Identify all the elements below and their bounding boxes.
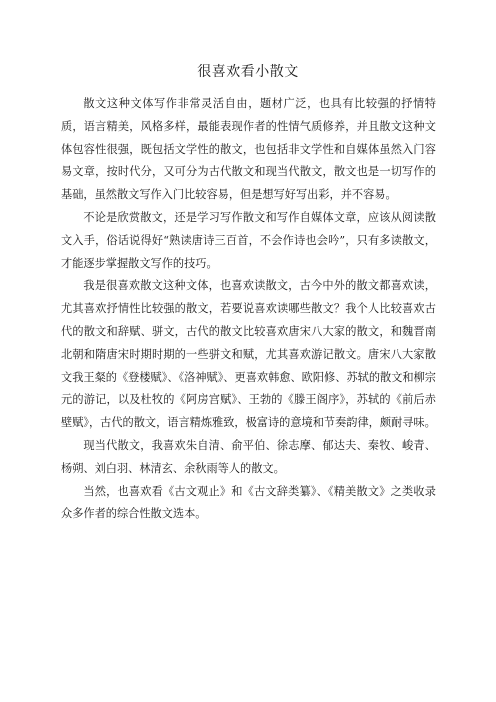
document-title: 很喜欢看小散文 bbox=[197, 64, 299, 80]
paragraph-3: 我是很喜欢散文这种文体，也喜欢读散文，古今中外的散文都喜欢读，尤其喜欢抒情性比较强的散文，若要说喜欢读哪些散文？我个人比较喜欢古代的散文和辞赋、骈文，古代的散文比较喜欢唐宋八大家的散文，和魏晋南北朝和隋唐宋时期时期的一些骈文和赋，尤其喜欢游记散文。唐宋八大家散文我王粲的《登楼赋》、《洛神赋》、更喜欢韩愈、欧阳修、苏轼的散文和柳宗元的游记，以及杜牧的《阿房宫赋》、王勃的《滕王阁序》，苏轼的《前后赤壁赋》，古代的散文，语言精炼雅致，极富诗的意境和节奏韵律，颇耐寻味。 bbox=[61, 279, 436, 430]
paragraph-2: 不论是欣赏散文，还是学习写作散文和写作自媒体文章，应该从阅读散文入手，俗话说得好“熟读唐诗三百首，不会作诗也会吟”，只有多读散文，才能逐步掌握散文写作的技巧。 bbox=[61, 210, 436, 270]
paragraph-5: 当然，也喜欢看《古文观止》和《古文辞类纂》、《精美散文》之类收录众多作者的综合性散文选本。 bbox=[61, 484, 436, 521]
paragraph-1: 散文这种文体写作非常灵活自由，题材广泛，也具有比较强的抒情特质，语言精美，风格多样，最能表现作者的性情气质修养，并且散文这种文体包容性很强，既包括文学性的散文，也包括非文学性和自媒体虽然入门容易文章，按时代分，又可分为古代散文和现当代散文，散文也是一切写作的基础，虽然散文写作入门比较容易，但是想写好写出彩，并不容易。 bbox=[61, 97, 436, 202]
document-body bbox=[61, 93, 436, 526]
paragraph-4: 现当代散文，我喜欢朱自清、俞平伯、徐志摩、郁达夫、秦牧、峻青、杨朔、刘白羽、林清玄、余秋雨等人的散文。 bbox=[61, 438, 436, 475]
